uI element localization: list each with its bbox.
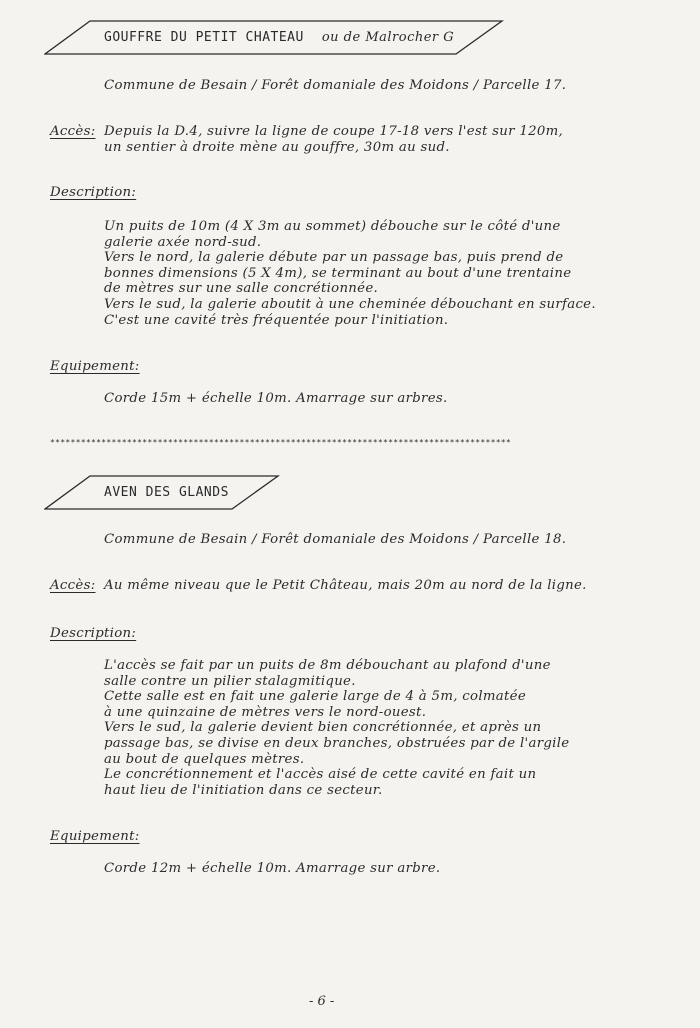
section-1-access-text (104, 124, 563, 155)
text-line: Vers le sud, la galerie aboutit à une cheminée débouchant en surface. (104, 296, 596, 312)
section-2-equipment-text: Corde 12m + échelle 10m. Amarrage sur arbre. (104, 861, 441, 876)
text-line: Depuis la D.4, suivre la ligne de coupe 17-18 vers l'est sur 120m, (104, 124, 564, 139)
text-line: galerie axée nord-sud. (104, 234, 262, 250)
text-line: C'est une cavité très fréquentée pour l'initiation. (104, 312, 449, 328)
section-2-title: AVEN DES GLANDS (104, 485, 229, 500)
section-2-equipment-label: Equipement: (50, 829, 140, 844)
text-line: Vers le nord, la galerie débute par un passage bas, puis prend de (104, 250, 564, 266)
text-line: Vers le sud, la galerie devient bien concrétionnée, et après un (104, 720, 542, 736)
text-line: au bout de quelques mètres. (104, 751, 305, 767)
section-2-banner (44, 475, 280, 511)
section-2-description-text (104, 658, 569, 798)
text-line: haut lieu de l'initiation dans ce secteur. (104, 782, 383, 798)
section-2-access-text: Au même niveau que le Petit Château, mais 20m au nord de la ligne. (104, 578, 587, 593)
text-line: bonnes dimensions (5 X 4m), se terminant au bout d'une trentaine (104, 265, 572, 281)
text-line: à une quinzaine de mètres vers le nord-ouest. (104, 704, 427, 720)
separator-line: ****************************************************************************************** (50, 437, 512, 447)
text-line: salle contre un pilier stalagmitique. (104, 673, 356, 689)
text-line: un sentier à droite mène au gouffre, 30m au sud. (104, 139, 450, 155)
section-2-description-label: Description: (50, 626, 137, 641)
section-1-title: GOUFFRE DU PETIT CHATEAU (104, 30, 304, 45)
page-number: - 6 - (309, 994, 335, 1009)
text-line: Cette salle est en fait une galerie large de 4 à 5m, colmatée (104, 689, 526, 705)
section-1-access-label: Accès: (50, 124, 96, 139)
section-1-description-text (104, 219, 596, 328)
text-line: L'accès se fait par un puits de 8m débouchant au plafond d'une (104, 658, 551, 673)
section-2-access-label: Accès: (50, 578, 96, 593)
text-line: Le concrétionnement et l'accès aisé de cette cavité en fait un (104, 767, 537, 783)
section-1-description-label: Description: (50, 185, 137, 200)
text-line: de mètres sur une salle concrétionnée. (104, 281, 379, 297)
section-1-commune: Commune de Besain / Forêt domaniale des Moidons / Parcelle 17. (104, 78, 567, 93)
section-1-banner (44, 20, 504, 56)
section-1-equipment-text: Corde 15m + échelle 10m. Amarrage sur arbres. (104, 391, 448, 406)
text-line: Un puits de 10m (4 X 3m au sommet) débouche sur le côté d'une (104, 219, 561, 234)
text-line: passage bas, se divise en deux branches, obstruées par de l'argile (104, 735, 570, 751)
section-1-title-alt: ou de Malrocher G (321, 30, 455, 45)
section-2-commune: Commune de Besain / Forêt domaniale des Moidons / Parcelle 18. (104, 532, 567, 547)
section-1-equipment-label: Equipement: (50, 359, 140, 374)
